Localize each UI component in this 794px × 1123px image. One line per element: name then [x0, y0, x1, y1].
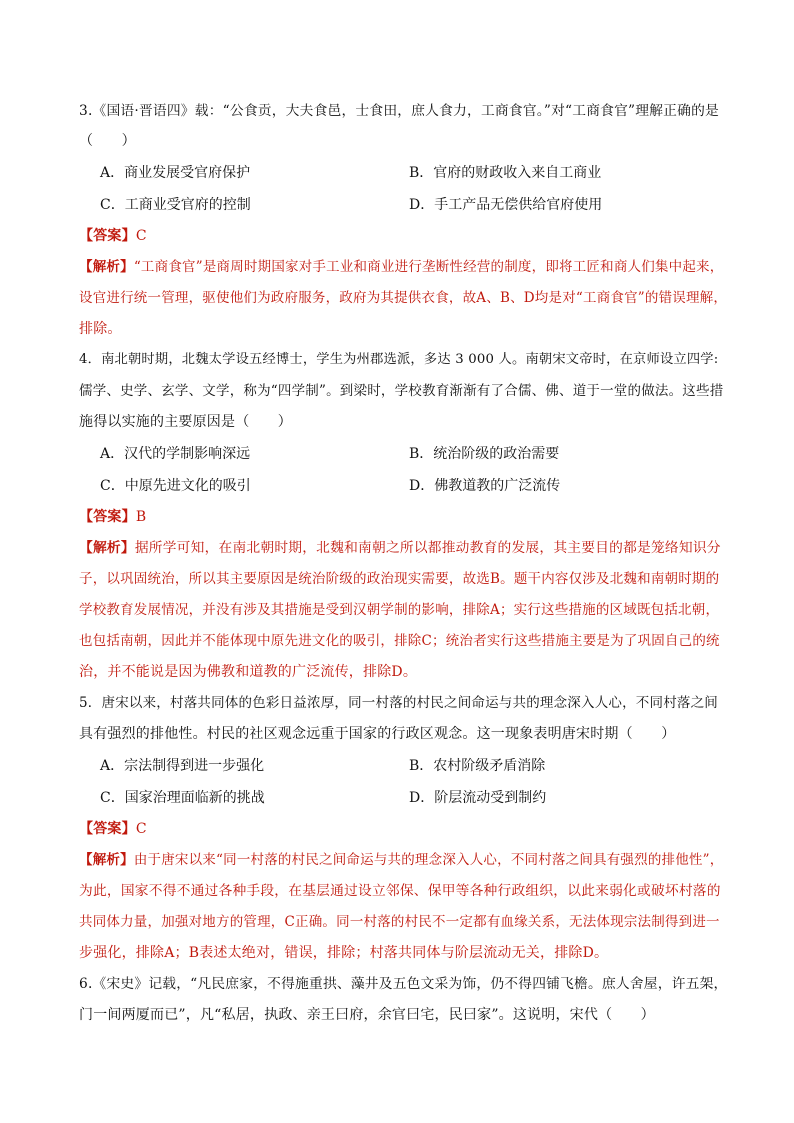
q4-stem-line-3: 施得以实施的主要原因是（ ）	[79, 414, 292, 430]
q4-analysis-line-2: 子，以巩固统治，所以其主要原因是统治阶级的政治现实需要，故选B。题干内容仅涉及北魏和南朝时期的	[79, 571, 720, 587]
q3-option-c: C．工商业受官府的控制	[100, 197, 251, 213]
q4-stem-line-2: 儒学、史学、玄学、文学，称为“四学制”。到梁时，学校教育渐渐有了合儒、佛、道于一堂的做法。这些措	[79, 383, 724, 399]
q4-answer	[79, 507, 729, 527]
q3-stem-line-2: （ ）	[79, 133, 136, 149]
q5-analysis-line-2: 为此，国家不得不通过各种手段，在基层通过设立邻保、保甲等各种行政组织，以此来弱化或破坏村落的	[79, 883, 721, 899]
q6-stem-line-1: 6.《宋史》记载，“凡民庶家，不得施重拱、藻井及五色文采为饰，仍不得四铺飞檐。庶人舍屋，许五架，	[79, 976, 728, 992]
q3-option-a: A．商业发展受官府保护	[100, 165, 251, 181]
q5-analysis-line-1	[79, 850, 729, 870]
q4-option-b: B．统治阶级的政治需要	[409, 446, 560, 462]
answer-value: C	[135, 821, 147, 837]
analysis-label: 【解析】	[79, 852, 134, 868]
q3-analysis-line-1	[79, 257, 729, 277]
q3-stem-line-1: 3.《国语·晋语四》载：“公食贡，大夫食邑，士食田，庶人食力，工商食官。”对“工商食官”理解正确的是	[79, 103, 719, 119]
answer-value: C	[135, 228, 147, 244]
q5-option-d: D．阶层流动受到制约	[409, 790, 547, 806]
analysis-text: “工商食官”是商周时期国家对手工业和商业进行垄断性经营的制度，即将工匠和商人们集中起来，	[133, 259, 724, 275]
answer-value: B	[135, 509, 147, 525]
answer-label: 【答案】	[79, 228, 136, 244]
q5-analysis-line-4: 步强化，排除A；B表述太绝对，错误，排除；村落共同体与阶层流动无关，排除D。	[79, 945, 609, 961]
q4-option-c: C．中原先进文化的吸引	[100, 478, 251, 494]
q4-option-d: D．佛教道教的广泛流传	[409, 478, 561, 494]
q5-option-a: A．宗法制得到进一步强化	[100, 758, 265, 774]
analysis-label: 【解析】	[79, 540, 135, 556]
q4-analysis-line-4: 也包括南朝，因此并不能体现中原先进文化的吸引，排除C；统治者实行这些措施主要是为了巩固自己的统	[79, 633, 720, 649]
q5-option-c: C．国家治理面临新的挑战	[100, 790, 265, 806]
q3-option-b: B．官府的财政收入来自工商业	[409, 165, 602, 181]
answer-label: 【答案】	[79, 509, 136, 525]
q5-stem-line-1: 5．唐宋以来，村落共同体的色彩日益浓厚，同一村落的村民之间命运与共的理念深入人心，不同村落之间	[79, 695, 718, 711]
q3-option-d: D．手工产品无偿供给官府使用	[409, 197, 603, 213]
q6-stem-line-2: 门一间两厦而已”，凡“私居，执政、亲王曰府，余官曰宅，民曰家”。这说明，宋代（ ）	[79, 1007, 655, 1023]
analysis-text: 由于唐宋以来“同一村落的村民之间命运与共的理念深入人心，不同村落之间具有强烈的排他性”，	[133, 852, 724, 868]
q3-answer	[79, 226, 729, 246]
q4-stem-line-1: 4．南北朝时期，北魏太学设五经博士，学生为州郡选派，多达 3 000 人。南朝宋文帝时，在京师设立四学:	[79, 352, 719, 367]
analysis-label: 【解析】	[79, 259, 134, 275]
q4-analysis-line-5: 治，并不能说是因为佛教和道教的广泛流传，排除D。	[79, 664, 418, 680]
q5-answer	[79, 819, 729, 839]
q4-analysis-line-1	[79, 538, 729, 558]
answer-label: 【答案】	[79, 821, 136, 837]
q5-stem-line-2: 具有强烈的排他性。村民的社区观念远重于国家的行政区观念。这一现象表明唐宋时期（ ）	[79, 726, 676, 742]
q5-option-b: B．农村阶级矛盾消除	[409, 758, 546, 774]
q3-analysis-line-3: 排除。	[79, 321, 122, 337]
q3-analysis-line-2: 设官进行统一管理，驱使他们为政府服务，政府为其提供衣食，故A、B、D均是对“工商食官”的错误理解，	[79, 290, 728, 306]
q5-analysis-line-3: 共同体力量，加强对地方的管理，C正确。同一村落的村民不一定都有血缘关系，无法体现宗法制得到进一	[79, 914, 720, 930]
q4-analysis-line-3: 学校教育发展情况，并没有涉及其措施是受到汉朝学制的影响，排除A；实行这些措施的区域既包括北朝，	[79, 602, 720, 618]
analysis-text: 据所学可知，在南北朝时期，北魏和南朝之所以都推动教育的发展，其主要目的都是笼络知识分	[134, 540, 721, 556]
q4-option-a: A．汉代的学制影响深远	[100, 446, 251, 462]
